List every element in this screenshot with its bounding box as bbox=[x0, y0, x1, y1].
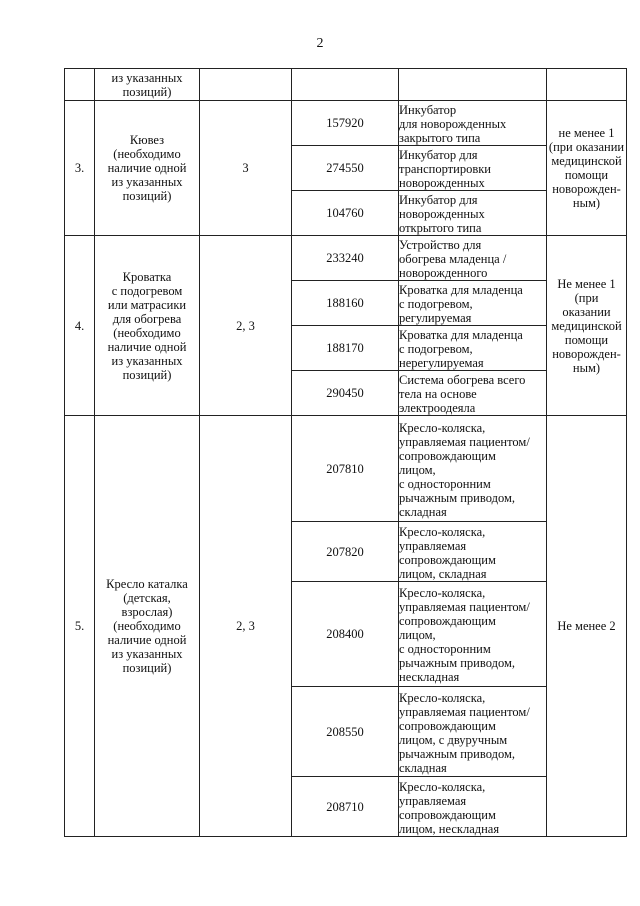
row-number: 4. bbox=[65, 236, 95, 416]
item-name: из указанных позиций) bbox=[95, 69, 200, 101]
table-cell bbox=[65, 69, 95, 101]
item-description: Кресло-коляска, управляемая пациентом/ сопровождающим лицом, с двуручным рычажным приводом, складная bbox=[399, 687, 547, 777]
item-code: 104760 bbox=[292, 191, 399, 236]
item-description: Кроватка для младенца с подогревом, нерегулируемая bbox=[399, 326, 547, 371]
group-numbers: 2, 3 bbox=[200, 236, 292, 416]
table-row bbox=[65, 101, 627, 146]
item-description: Инкубатор для новорожденных закрытого типа bbox=[399, 101, 547, 146]
item-code: 188170 bbox=[292, 326, 399, 371]
item-code: 208710 bbox=[292, 777, 399, 837]
item-name: Кювез (необходимо наличие одной из указанных позиций) bbox=[95, 101, 200, 236]
item-name: Кроватка с подогревом или матрасики для обогрева (необходимо наличие одной из указанных позиций) bbox=[95, 236, 200, 416]
row-number: 3. bbox=[65, 101, 95, 236]
item-code: 207820 bbox=[292, 522, 399, 582]
item-code: 274550 bbox=[292, 146, 399, 191]
item-description: Система обогрева всего тела на основе электроодеяла bbox=[399, 371, 547, 416]
item-code: 208550 bbox=[292, 687, 399, 777]
table-cell bbox=[547, 69, 627, 101]
item-code: 233240 bbox=[292, 236, 399, 281]
page-number: 2 bbox=[316, 36, 324, 51]
item-code: 290450 bbox=[292, 371, 399, 416]
group-numbers: 3 bbox=[200, 101, 292, 236]
item-description: Инкубатор для новорожденных открытого типа bbox=[399, 191, 547, 236]
table-cell bbox=[200, 69, 292, 101]
item-description: Кресло-коляска, управляемая сопровождающим лицом, складная bbox=[399, 522, 547, 582]
equipment-table bbox=[64, 68, 627, 837]
item-description: Инкубатор для транспортировки новорожденных bbox=[399, 146, 547, 191]
group-numbers: 2, 3 bbox=[200, 416, 292, 837]
table-row bbox=[65, 416, 627, 522]
item-code: 157920 bbox=[292, 101, 399, 146]
required-quantity: не менее 1 (при оказании медицинской помощи новорожден- ным) bbox=[547, 101, 627, 236]
item-name: Кресло каталка (детская, взрослая) (необходимо наличие одной из указанных позиций) bbox=[95, 416, 200, 837]
item-code: 207810 bbox=[292, 416, 399, 522]
continuation-row bbox=[65, 69, 627, 101]
table-cell bbox=[399, 69, 547, 101]
required-quantity: Не менее 2 bbox=[547, 416, 627, 837]
required-quantity: Не менее 1 (при оказании медицинской помощи новорожден- ным) bbox=[547, 236, 627, 416]
item-description: Устройство для обогрева младенца / новорожденного bbox=[399, 236, 547, 281]
item-description: Кресло-коляска, управляемая пациентом/ сопровождающим лицом, с односторонним рычажным приводом, складная bbox=[399, 416, 547, 522]
item-description: Кроватка для младенца с подогревом, регулируемая bbox=[399, 281, 547, 326]
item-code: 208400 bbox=[292, 582, 399, 687]
table-row bbox=[65, 236, 627, 281]
item-code: 188160 bbox=[292, 281, 399, 326]
item-description: Кресло-коляска, управляемая сопровождающим лицом, нескладная bbox=[399, 777, 547, 837]
item-description: Кресло-коляска, управляемая пациентом/ сопровождающим лицом, с односторонним рычажным приводом, нескладная bbox=[399, 582, 547, 687]
row-number: 5. bbox=[65, 416, 95, 837]
table-cell bbox=[292, 69, 399, 101]
